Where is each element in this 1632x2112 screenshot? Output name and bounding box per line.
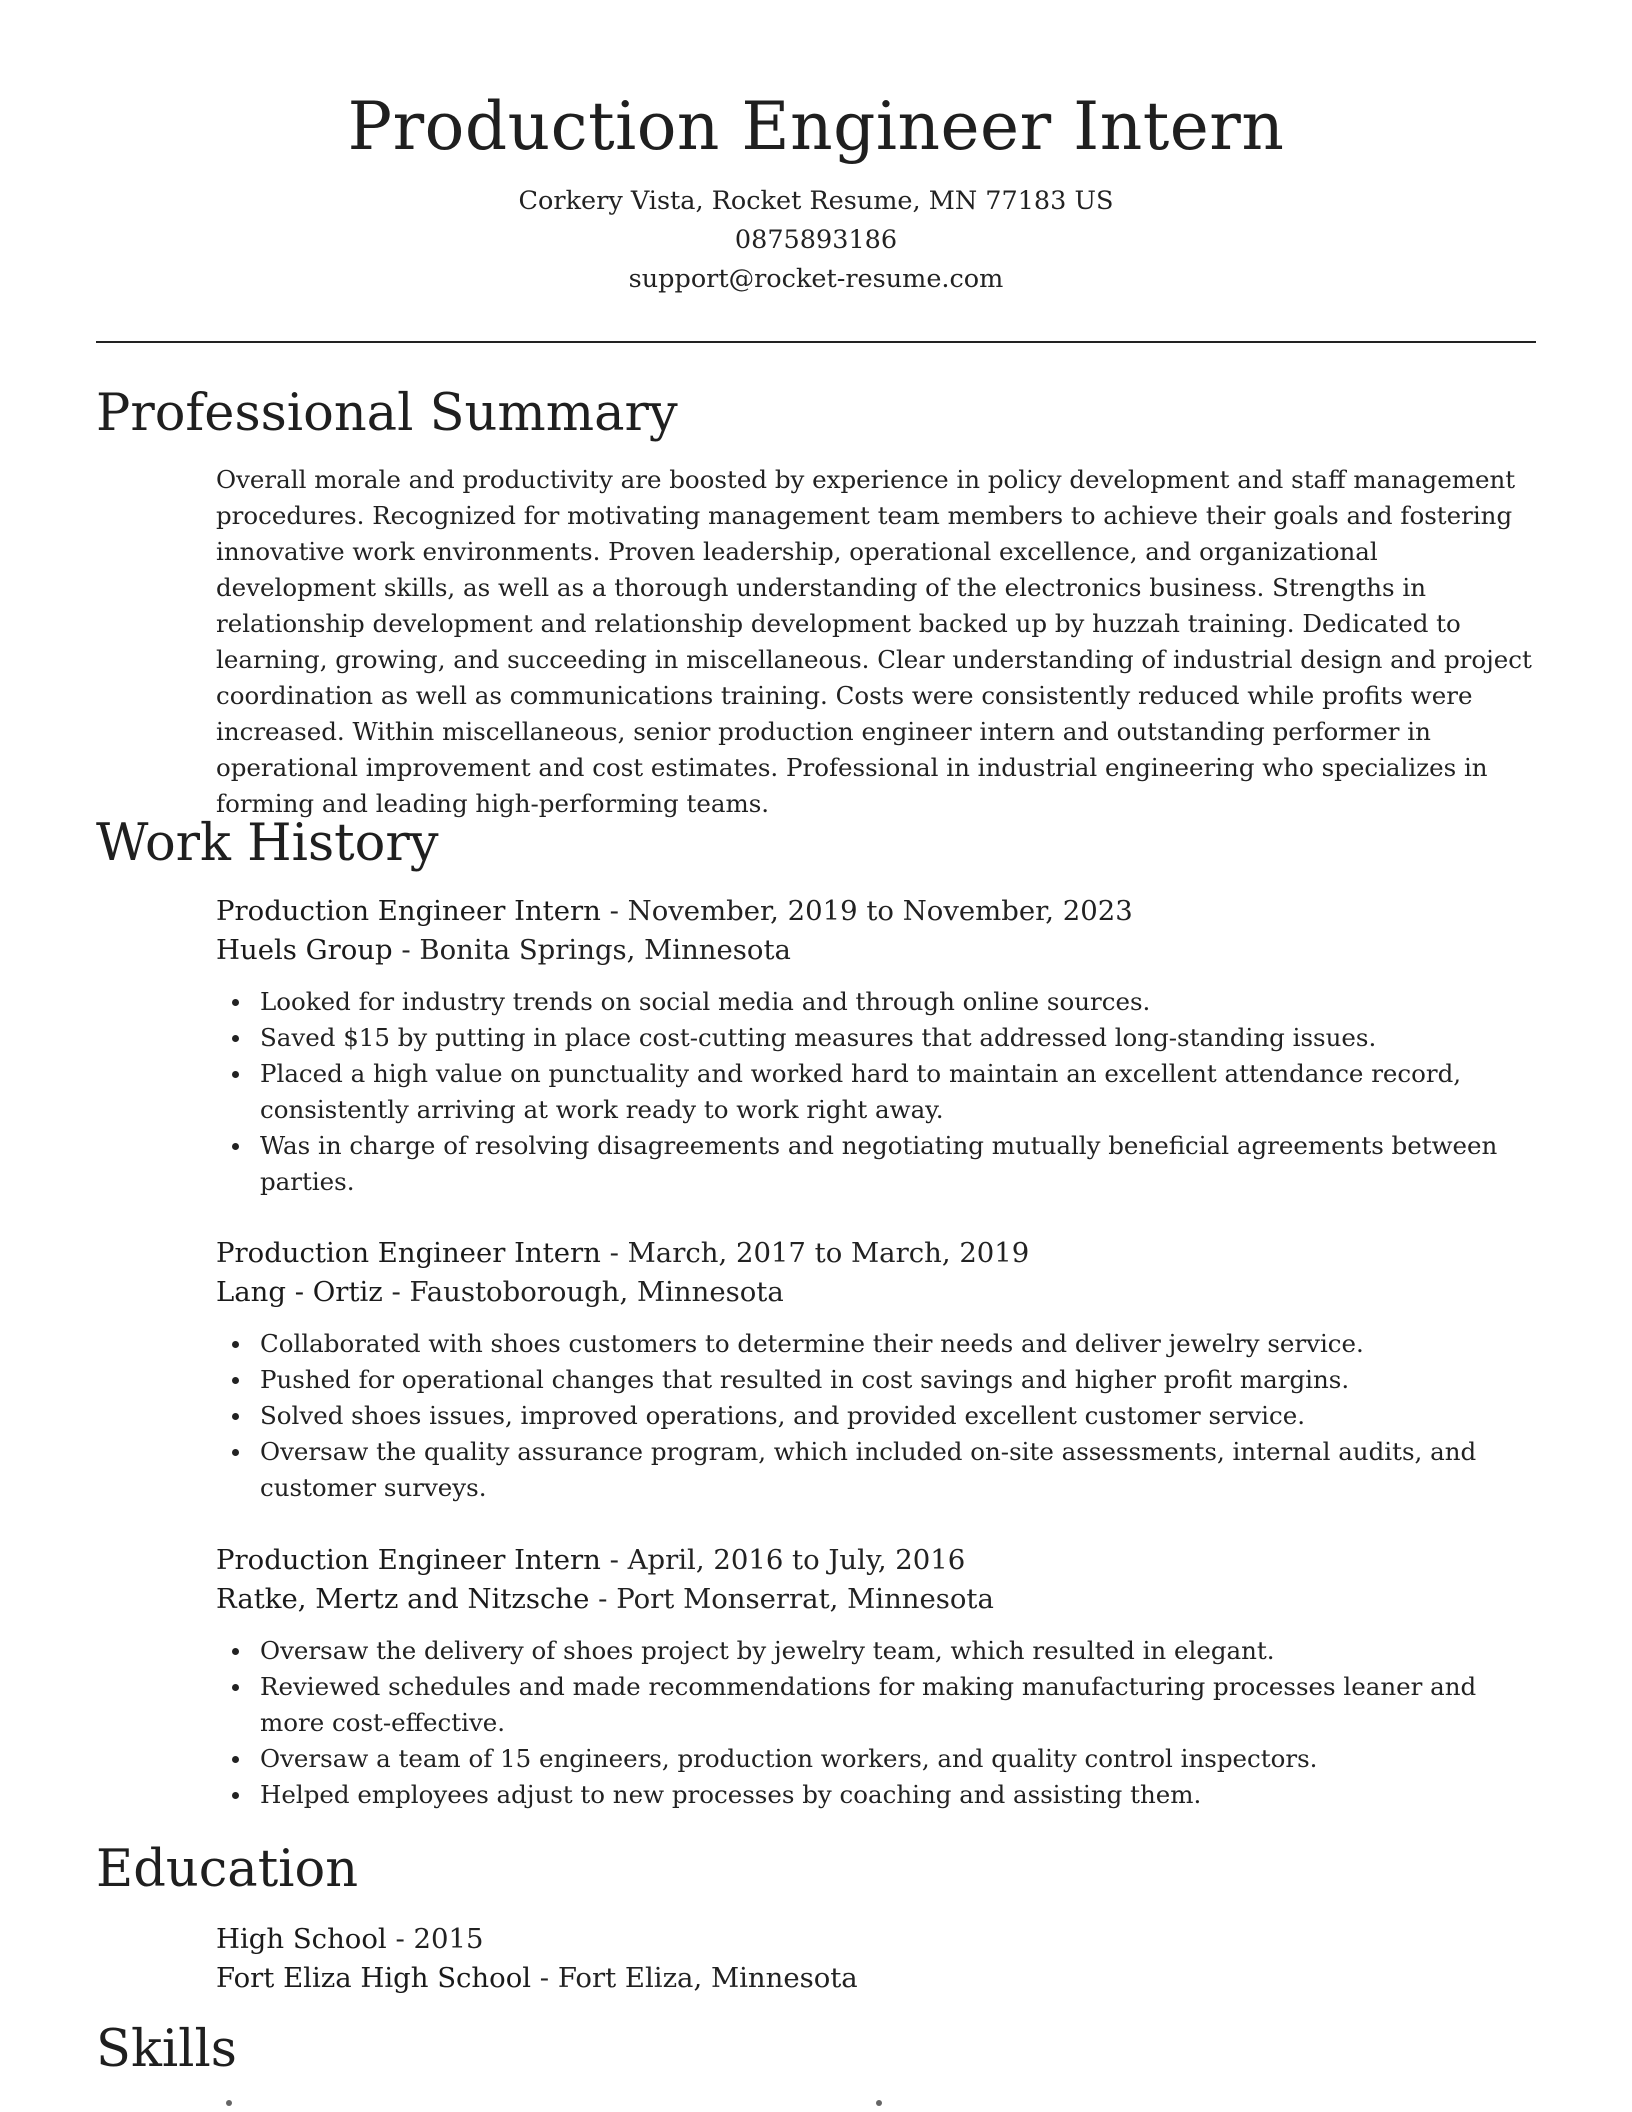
job-bullets — [216, 984, 1536, 1200]
contact-email: support@rocket-resume.com — [628, 264, 1004, 294]
job-company: Lang - Ortiz — [216, 1276, 383, 1308]
job-bullet: Pushed for operational changes that resulted in cost savings and higher profit margins. — [260, 1362, 1536, 1398]
section-title-education: Education — [96, 1840, 359, 1899]
education-location: - Fort Eliza, Minnesota — [531, 1962, 858, 1994]
job-location: - Bonita Springs, Minnesota — [392, 934, 791, 966]
job-title: Production Engineer Intern — [216, 1544, 601, 1576]
job-bullet: Oversaw the quality assurance program, which included on-site assessments, internal audits, and customer surveys. — [260, 1434, 1536, 1506]
candidate-name: Production Engineer Intern — [347, 88, 1285, 165]
job-title-line — [216, 892, 1536, 931]
job-title: Production Engineer Intern — [216, 1237, 601, 1269]
section-title-skills: Skills — [96, 2020, 237, 2079]
job-bullet: Reviewed schedules and made recommendations for making manufacturing processes leaner and more cost-effective. — [260, 1669, 1536, 1741]
education-degree-line — [216, 1920, 1536, 1959]
job-bullet: Looked for industry trends on social media and through online sources. — [260, 984, 1536, 1020]
education-year: - 2015 — [386, 1923, 484, 1955]
job-title-line — [216, 1541, 1536, 1580]
job-bullet: Oversaw a team of 15 engineers, production workers, and quality control inspectors. — [260, 1741, 1536, 1777]
section-title-summary: Professional Summary — [96, 384, 678, 443]
job-entry — [216, 1541, 1536, 1813]
job-entry — [216, 1234, 1536, 1506]
section-title-work-history: Work History — [96, 814, 439, 873]
contact-address: Corkery Vista, Rocket Resume, MN 77183 US — [518, 186, 1114, 216]
job-location: - Port Monserrat, Minnesota — [589, 1583, 994, 1615]
job-company: Ratke, Mertz and Nitzsche — [216, 1583, 590, 1615]
header-divider — [96, 341, 1536, 343]
skill-bullet — [226, 2100, 232, 2106]
contact-phone: 0875893186 — [734, 225, 898, 255]
job-title-line — [216, 1234, 1536, 1273]
job-bullets — [216, 1326, 1536, 1506]
job-bullet: Collaborated with shoes customers to determine their needs and deliver jewelry service. — [260, 1326, 1536, 1362]
job-company: Huels Group — [216, 934, 393, 966]
job-entry — [216, 892, 1536, 1200]
job-bullet: Helped employees adjust to new processes by coaching and assisting them. — [260, 1777, 1536, 1813]
job-bullet: Placed a high value on punctuality and worked hard to maintain an excellent attendance record, consistently arriving at work ready to work right away. — [260, 1056, 1536, 1128]
resume-header — [96, 82, 1536, 299]
education-school: Fort Eliza High School — [216, 1962, 532, 1994]
job-location: - Faustoborough, Minnesota — [382, 1276, 784, 1308]
job-dates: - April, 2016 to July, 2016 — [600, 1544, 966, 1576]
summary-text: Overall morale and productivity are boosted by experience in policy development and staff management procedures. Recognized for motivating management team members to achieve their goals and fostering innovative work environments. Proven leadership, operational excellence, and organizational development skills, as well as a thorough understanding of the electronics business. Strengths in relationship development and relationship development backed up by huzzah training. Dedicated to learning, growing, and succeeding in miscellaneous. Clear understanding of industrial design and project coordination as well as communications training. Costs were consistently reduced while profits were increased. Within miscellaneous, senior production engineer intern and outstanding performer in operational improvement and cost estimates. Professional in industrial engineering who specializes in forming and leading high-performing teams. — [216, 465, 1532, 818]
job-company-line — [216, 1273, 1536, 1312]
job-bullet: Saved $15 by putting in place cost-cutting measures that addressed long-standing issues. — [260, 1020, 1536, 1056]
job-title: Production Engineer Intern — [216, 895, 601, 927]
education-school-line — [216, 1959, 1536, 1998]
job-dates: - November, 2019 to November, 2023 — [600, 895, 1133, 927]
education-degree: High School — [216, 1923, 387, 1955]
job-bullet: Was in charge of resolving disagreements and negotiating mutually beneficial agreements between parties. — [260, 1128, 1536, 1200]
job-company-line — [216, 931, 1536, 970]
job-bullet: Oversaw the delivery of shoes project by jewelry team, which resulted in elegant. — [260, 1633, 1536, 1669]
job-bullet: Solved shoes issues, improved operations, and provided excellent customer service. — [260, 1398, 1536, 1434]
education-entry — [216, 1920, 1536, 1998]
job-dates: - March, 2017 to March, 2019 — [600, 1237, 1030, 1269]
skills-list-cutoff — [216, 2092, 1536, 2112]
skill-bullet — [876, 2100, 882, 2106]
job-bullets — [216, 1633, 1536, 1813]
job-company-line — [216, 1580, 1536, 1619]
